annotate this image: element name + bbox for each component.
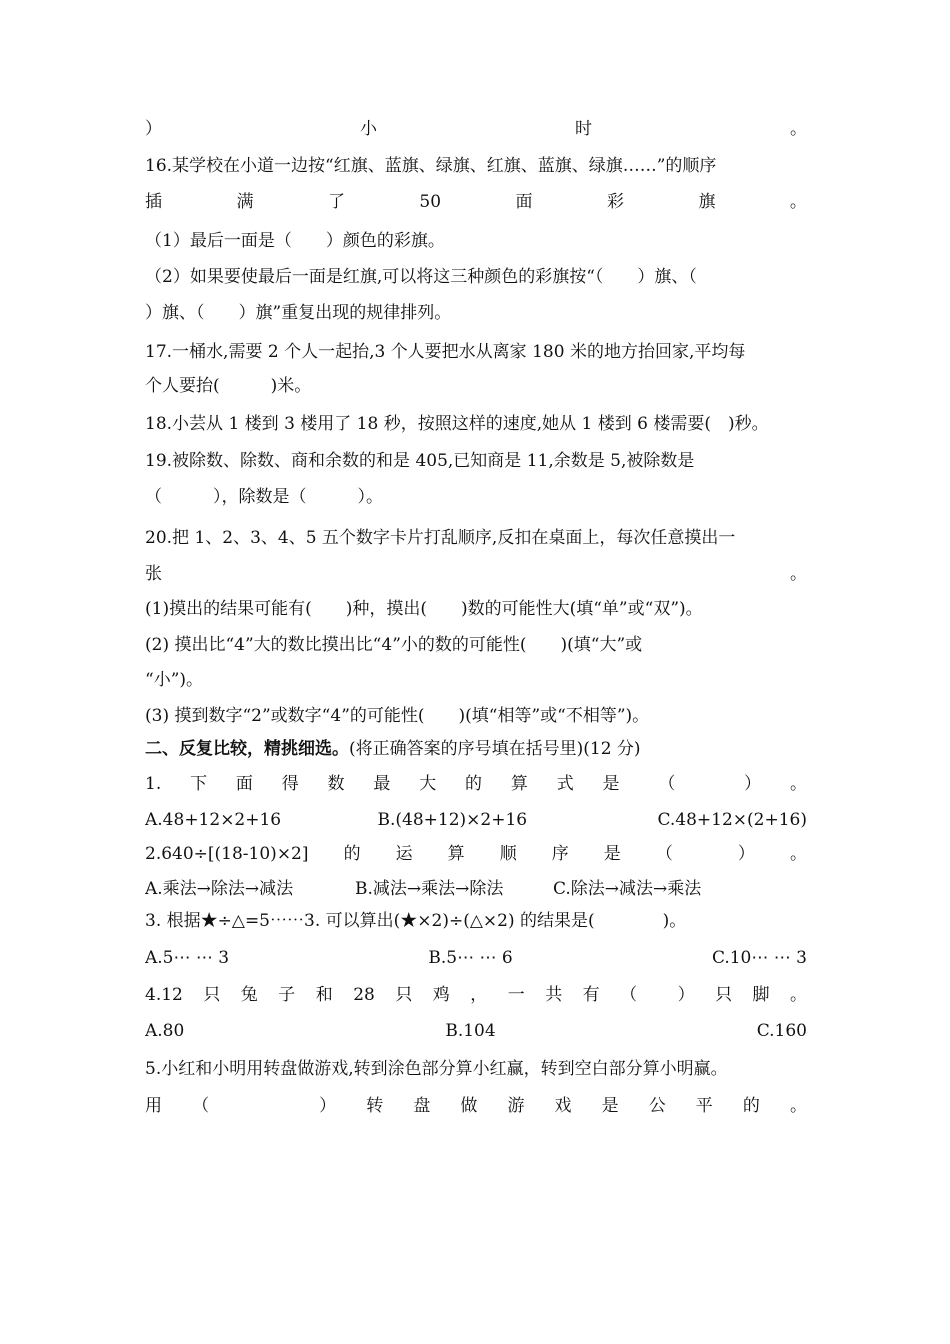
mc-question-5: 5.小红和小明用转盘做游戏,转到涂色部分算小红赢，转到空白部分算小明赢。: [145, 1059, 728, 1079]
option-c: C.48+12×(2+16): [657, 810, 807, 830]
question-16-part-1: （1）最后一面是（ ）颜色的彩旗。: [145, 231, 445, 251]
text-token: 转: [366, 1096, 384, 1116]
text-token: 和: [315, 985, 333, 1005]
mc-question-2-options: [145, 874, 807, 904]
mc-question-4: [145, 980, 807, 1010]
question-20-part-2: (2) 摸出比“4”大的数比摸出比“4”小的数的可能性( )(填“大”或: [145, 635, 643, 655]
text-token: 算: [447, 844, 465, 864]
text-token: 盘: [413, 1096, 431, 1116]
text-token: 是: [602, 774, 620, 794]
text-token: 一: [507, 985, 525, 1005]
text-token: 彩: [606, 192, 624, 212]
text-token: ）: [677, 985, 695, 1005]
mc-question-1: [145, 769, 807, 799]
text-token: 得: [281, 774, 299, 794]
text-token: 戏: [554, 1096, 572, 1116]
question-18-text: 18.小芸从 1 楼到 3 楼用了 18 秒，按照这样的速度,她从 1 楼到 6 楼需要( )秒。: [145, 414, 769, 434]
question-19-text: 19.被除数、除数、商和余数的和是 405,已知商是 11,余数是 5,被除数是: [145, 451, 695, 471]
section-2-instructions: (将正确答案的序号填在括号里)(12 分): [349, 739, 641, 759]
option-a: A.乘法→除法→减法: [145, 879, 294, 899]
question-17-text: 17.一桶水,需要 2 个人一起抬,3 个人要把水从离家 180 米的地方抬回家,平均每: [145, 342, 746, 362]
text-token: 有: [582, 985, 600, 1005]
option-c: C.160: [756, 1021, 807, 1041]
text-token: 公: [648, 1096, 666, 1116]
text-token: 算: [510, 774, 528, 794]
option-b: B.(48+12)×2+16: [377, 810, 528, 830]
option-b: B.104: [445, 1021, 496, 1041]
option-b: B.5⋯ ⋯ 6: [428, 948, 513, 968]
text-token: 只: [715, 985, 733, 1005]
text-token: 插: [145, 192, 162, 212]
text-token: ）: [319, 1096, 337, 1116]
text-token: 平: [695, 1096, 713, 1116]
option-a: A.5⋯ ⋯ 3: [145, 948, 230, 968]
text-token: 兔: [240, 985, 258, 1005]
text-token: 做: [460, 1096, 478, 1116]
text-token: 的: [465, 774, 483, 794]
text-token: 。: [790, 985, 807, 1005]
option-b: B.减法→乘法→除法: [355, 879, 504, 899]
mc-question-4-options: [145, 1016, 807, 1046]
text-token: 小: [360, 119, 377, 139]
section-2-title: 二、反复比较，精挑细选。: [145, 739, 349, 759]
text-token: 脚: [752, 985, 770, 1005]
text-token: （: [655, 844, 673, 864]
question-19-continued: （ ），除数是（ ）。: [145, 487, 383, 507]
question-17-continued: 个人要抬( )米。: [145, 376, 312, 396]
text-token: 。: [789, 844, 807, 864]
line-answer-hours: [145, 114, 807, 144]
text-token: 。: [789, 1096, 807, 1116]
option-c: C.10⋯ ⋯ 3: [711, 948, 807, 968]
text-token: 游: [507, 1096, 525, 1116]
text-token: 。: [790, 119, 807, 139]
text-token: 面: [515, 192, 533, 212]
text-token: ）: [744, 774, 762, 794]
text-token: ）: [737, 844, 755, 864]
text-token: 面: [235, 774, 253, 794]
text-token: 子: [278, 985, 296, 1005]
text-token: 顺: [499, 844, 517, 864]
text-token: 鸡: [432, 985, 450, 1005]
text-token: 数: [327, 774, 345, 794]
text-token: 。: [789, 192, 807, 212]
text-token: 的: [343, 844, 361, 864]
question-16-part-2: （2）如果要使最后一面是红旗,可以将这三种颜色的彩旗按“（ ）旗、（: [145, 267, 697, 287]
text-token: 用: [145, 1096, 162, 1116]
question-20-text: 20.把 1、2、3、4、5 五个数字卡片打乱顺序,反扣在桌面上，每次任意摸出一: [145, 528, 736, 548]
question-16-part-2-continued: ）旗、（ ）旗”重复出现的规律排列。: [145, 303, 452, 323]
text-token: ，: [470, 985, 488, 1005]
question-20-part-2-continued: “小”)。: [145, 670, 204, 690]
option-a: A.80: [145, 1021, 185, 1041]
text-token: 时: [575, 119, 592, 139]
mc-question-3: 3. 根据★÷△=5⋯⋯3. 可以算出(★×2)÷(△×2) 的结果是( )。: [145, 911, 687, 931]
text-token: 是: [601, 1096, 619, 1116]
question-20-part-1: (1)摸出的结果可能有( )种，摸出( )数的可能性大(填“单”或“双”)。: [145, 599, 703, 619]
text-token: （: [620, 985, 638, 1005]
text-token: （: [192, 1096, 210, 1116]
text-token: 只: [395, 985, 413, 1005]
text-token: 运: [395, 844, 413, 864]
text-token: 张: [145, 564, 162, 584]
question-20-part-3: (3) 摸到数字“2”或数字“4”的可能性( )(填“相等”或“不相等”)。: [145, 706, 650, 726]
text-token: 序: [551, 844, 569, 864]
text-token: 的: [742, 1096, 760, 1116]
text-token: 1.: [145, 774, 162, 794]
text-token: 共: [545, 985, 563, 1005]
text-token: 下: [190, 774, 208, 794]
text-token: 是: [603, 844, 621, 864]
text-token: （: [658, 774, 676, 794]
text-token: 50: [419, 192, 442, 212]
text-token: 。: [790, 774, 807, 794]
question-16-continued: [145, 187, 807, 217]
question-16-text: 16.某学校在小道一边按“红旗、蓝旗、绿旗、红旗、蓝旗、绿旗……”的顺序: [145, 156, 717, 176]
option-a: A.48+12×2+16: [145, 810, 282, 830]
section-2-heading: [145, 734, 807, 764]
text-token: 28: [353, 985, 375, 1005]
text-token: 大: [419, 774, 437, 794]
option-c: C.除法→减法→乘法: [553, 879, 702, 899]
mc-question-5-continued: [145, 1091, 807, 1121]
question-20-continued: [145, 559, 807, 589]
text-token: 2.640÷[(18-10)×2]: [145, 844, 309, 864]
text-token: 4.12: [145, 985, 183, 1005]
text-token: 最: [373, 774, 391, 794]
text-token: 。: [790, 564, 807, 584]
text-token: 了: [327, 192, 345, 212]
text-token: 满: [236, 192, 254, 212]
text-token: ）: [145, 119, 162, 139]
text-token: 只: [203, 985, 221, 1005]
mc-question-1-options: [145, 805, 807, 835]
text-token: 旗: [698, 192, 716, 212]
text-token: 式: [556, 774, 574, 794]
mc-question-3-options: [145, 943, 807, 973]
mc-question-2: [145, 839, 807, 869]
